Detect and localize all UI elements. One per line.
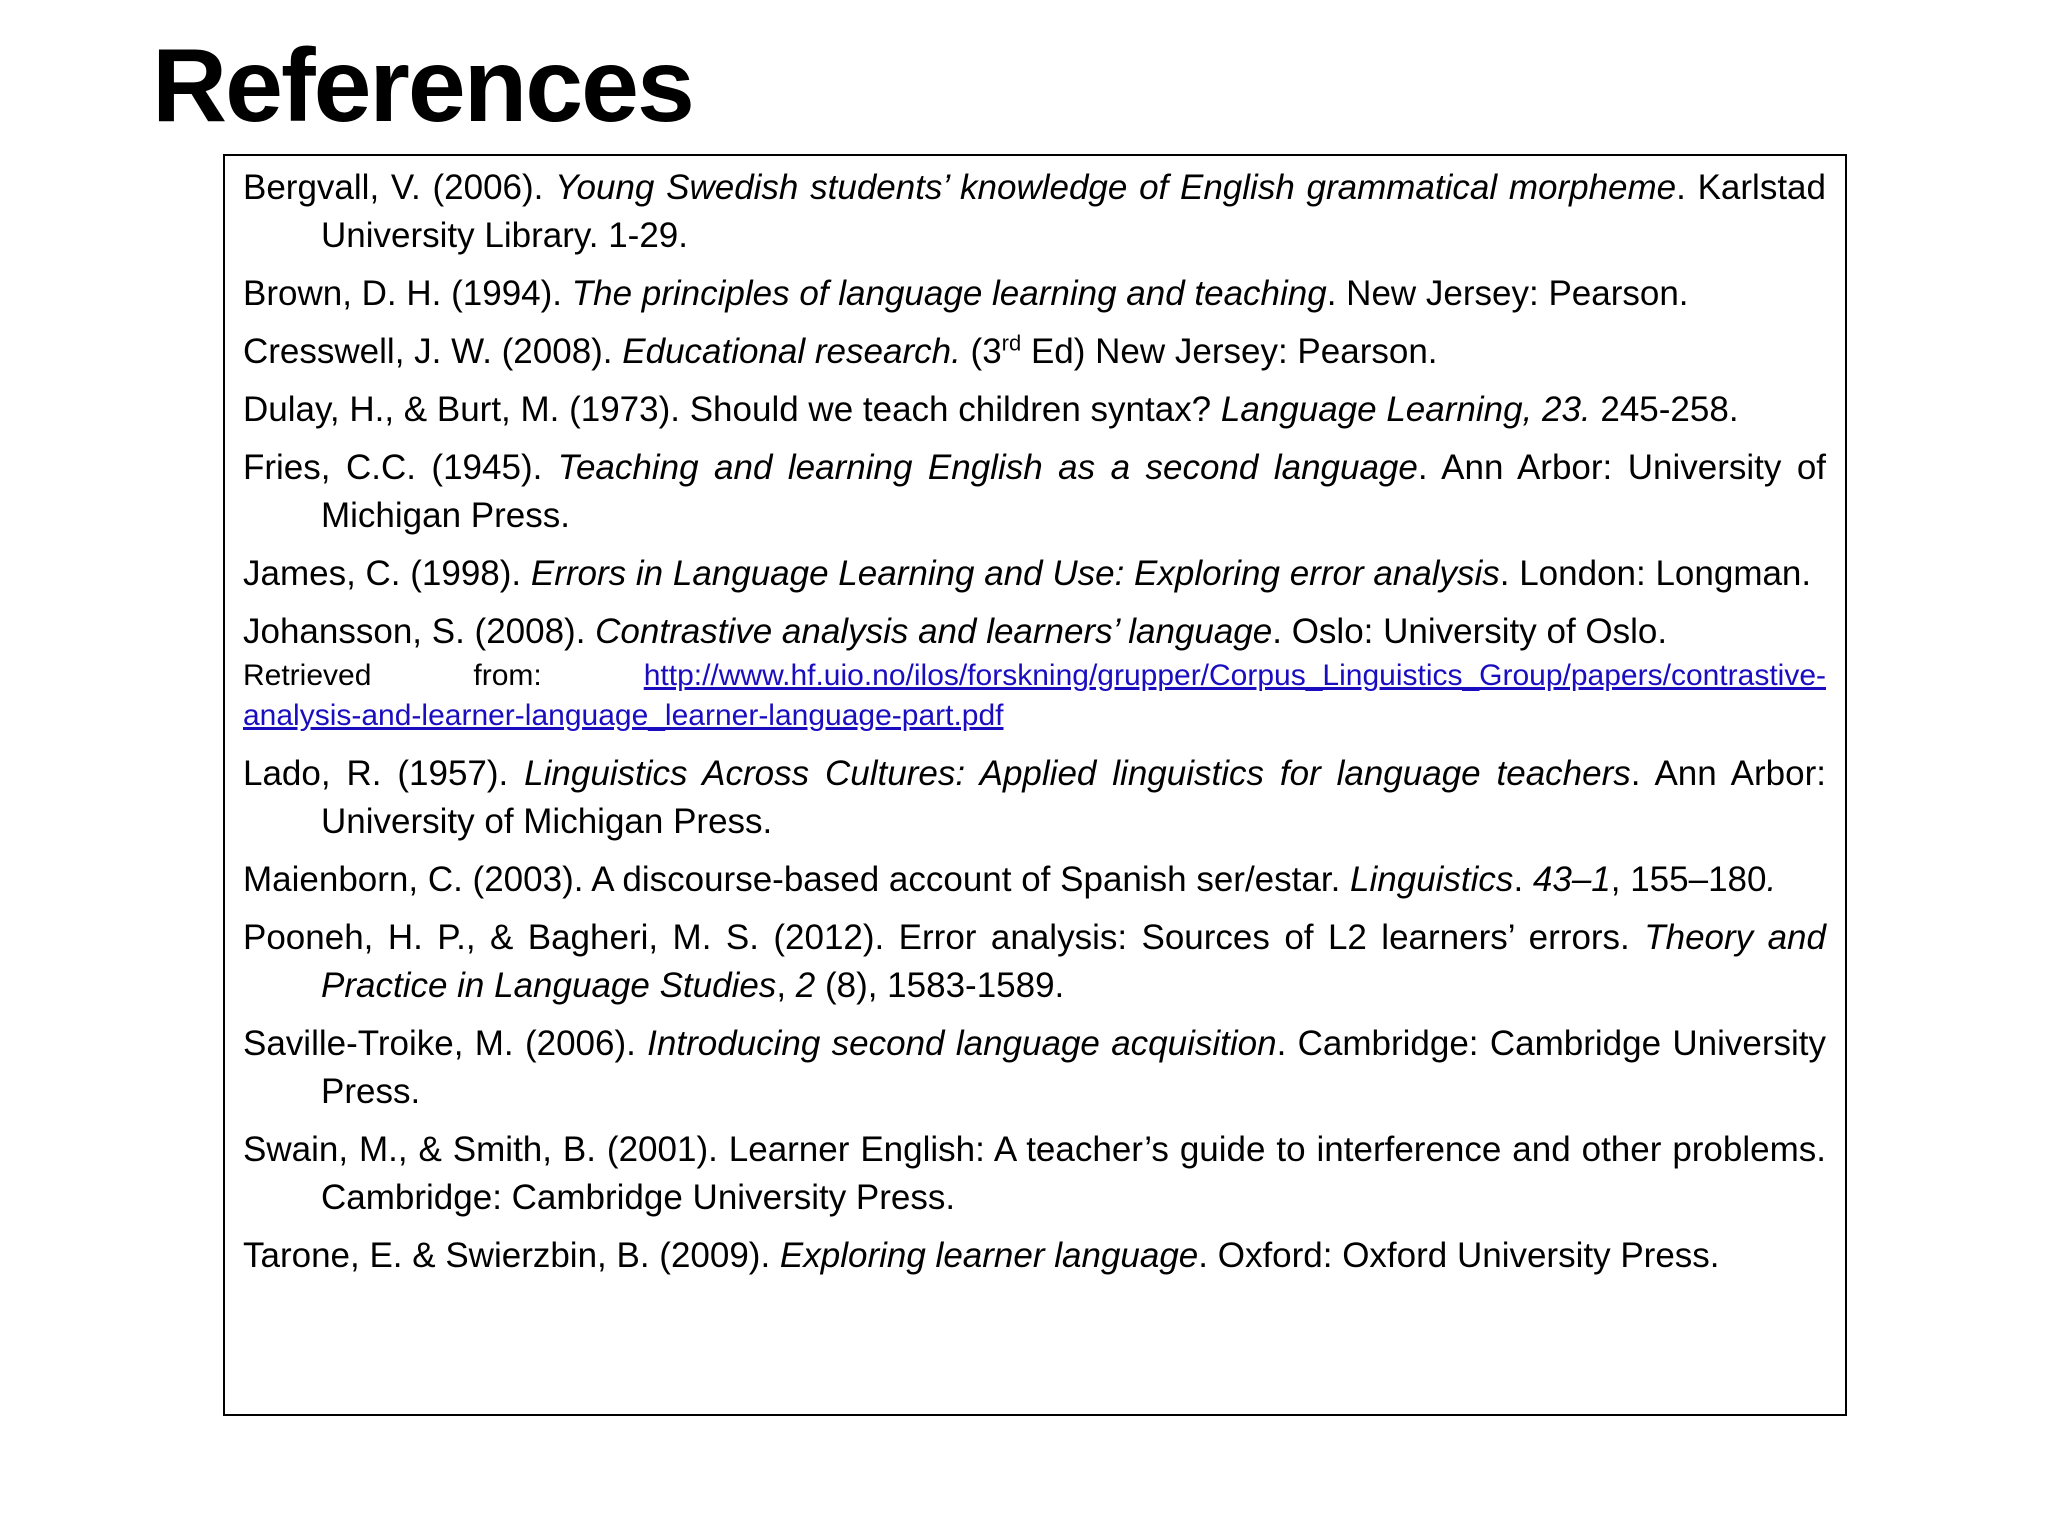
reference-saville-troike: Saville-Troike, M. (2006). Introducing second language acquisition. Cambridge: Cambridge University Press. (243, 1024, 1827, 1111)
reference-list (243, 164, 1826, 1290)
reference-url-link[interactable]: http://www.hf.uio.no/ilos/forskning/grupper/Corpus_Linguistics_Group/papers/contrastive- (643, 659, 1826, 692)
reference-johansson: Johansson, S. (2008). Contrastive analysis and learners’ language. Oslo: University of Oslo. Retrieved from: http://www.hf.uio.no/ilos/forskning/grupper/Corpus_Linguistics_Group/papers/contrastive- analysis-and-learner-language_learner-language-part.pdf (243, 608, 1826, 736)
reference-pooneh: Pooneh, H. P., & Bagheri, M. S. (2012). Error analysis: Sources of L2 learners’ errors. Theory and Practice in Language Studies, 2 (8), 1583-1589. (243, 918, 1826, 1005)
reference-dulay: Dulay, H., & Burt, M. (1973). Should we teach children syntax? Language Learning, 23. 245-258. (243, 390, 1739, 429)
reference-cresswell: Cresswell, J. W. (2008). Educational research. (3rd Ed) New Jersey: Pearson. (243, 330, 1438, 371)
reference-brown: Brown, D. H. (1994). The principles of language learning and teaching. New Jersey: Pearson. (243, 274, 1689, 313)
reference-tarone: Tarone, E. & Swierzbin, B. (2009). Exploring learner language. Oxford: Oxford University Press. (243, 1236, 1720, 1275)
reference-swain: Swain, M., & Smith, B. (2001). Learner English: A teacher’s guide to interference and other problems. Cambridge: Cambridge University Press. (243, 1130, 1826, 1217)
reference-maienborn: Maienborn, C. (2003). A discourse-based account of Spanish ser/estar. Linguistics. 43–1, 155–180. (243, 860, 1777, 899)
reference-lado: Lado, R. (1957). Linguistics Across Cultures: Applied linguistics for language teachers. Ann Arbor: University of Michigan Press. (243, 754, 1826, 841)
page-title: References (152, 28, 693, 144)
reference-bergvall: Bergvall, V. (2006). Young Swedish students’ knowledge of English grammatical morpheme. Karlstad University Library. 1-29. (243, 168, 1826, 255)
reference-fries: Fries, C.C. (1945). Teaching and learning English as a second language. Ann Arbor: University of Michigan Press. (243, 448, 1827, 535)
reference-james: James, C. (1998). Errors in Language Learning and Use: Exploring error analysis. London: Longman. (243, 554, 1812, 593)
reference-url-link-continued[interactable]: analysis-and-learner-language_learner-language-part.pdf (243, 699, 1004, 732)
retrieved-label: Retrieved from: (243, 659, 644, 692)
